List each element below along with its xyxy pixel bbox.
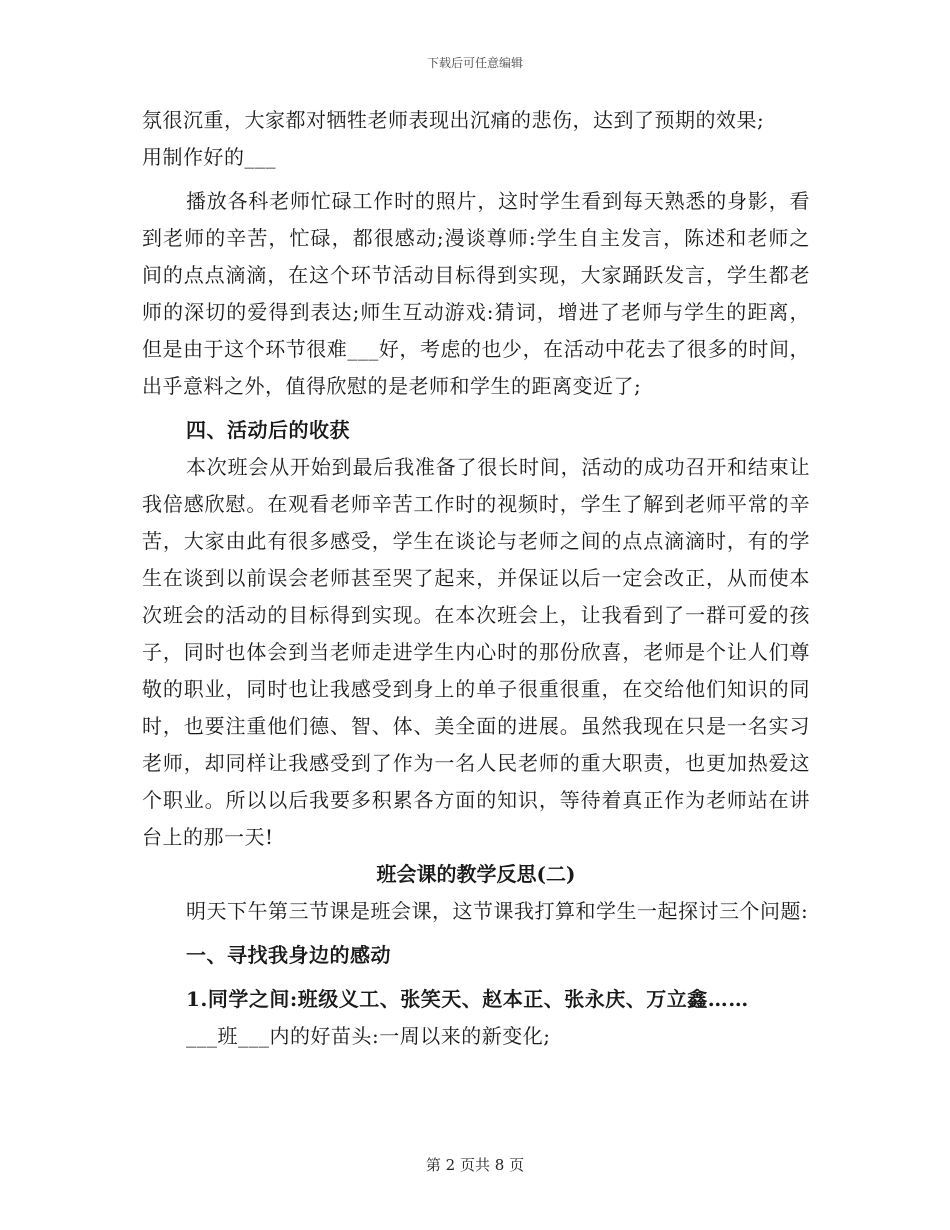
paragraph: ___班___内的好苗头:一周以来的新变化; xyxy=(186,1024,551,1048)
paragraph: 本次班会从开始到最后我准备了很长时间，活动的成功召开和结束让我倍感欣慰。在观看老师辛苦工作时的视频时，学生了解到老师平常的辛苦，大家由此有很多感受，学生在谈论与老师之间的点点滴滴时，有的学生在谈到以前误会老师甚至哭了起来，并保证以后一定会改正，从而使本次班会的活动的目标得到实现。在本次班会上，让我看到了一群可爱的孩子，同时也体会到当老师走进学生内心时的那份欣喜，老师是个让人们尊敬的职业，同时也让我感受到身上的单子很重很重，在交给他们知识的同时，也要注重他们德、智、体、美全面的进展。虽然我现在只是一名实习老师，却同样让我感受到了作为一名人民老师的重大职责，也更加热爱这个职业。所以以后我要多积累各方面的知识，等待着真正作为老师站在讲台上的那一天! xyxy=(142,455,810,849)
paragraph: 播放各科老师忙碌工作时的照片，这时学生看到每天熟悉的身影，看到老师的辛苦，忙碌，都很感动;漫谈尊师:学生自主发言，陈述和老师之间的点点滴滴，在这个环节活动目标得到实现，大家踊跃发言，学生都老师的深切的爱得到表达;师生互动游戏:猜词，增进了老师与学生的距离，但是由于这个环节很难___好，考虑的也少，在活动中花去了很多的时间，出乎意料之外，值得欣慰的是老师和学生的距离变近了; xyxy=(142,189,810,398)
paragraph-line: 氛很沉重，大家都对牺牲老师表现出沉痛的悲伤，达到了预期的效果; xyxy=(142,108,765,132)
paragraph-line: 用制作好的___ xyxy=(142,145,276,169)
section-heading: 一、寻找我身边的感动 xyxy=(186,943,391,967)
paragraph: 明天下午第三节课是班会课，这节课我打算和学生一起探讨三个问题: xyxy=(186,899,809,923)
page-footer: 第 2 页共 8 页 xyxy=(425,1156,525,1174)
page-header: 下载后可任意编辑 xyxy=(426,56,523,70)
document-title: 班会课的教学反思(二) xyxy=(376,862,576,886)
subsection-heading: 1.同学之间:班级义工、张笑天、赵本正、张永庆、万立鑫…… xyxy=(186,987,749,1011)
section-heading: 四、活动后的收获 xyxy=(186,418,350,442)
document-body xyxy=(142,102,810,1055)
